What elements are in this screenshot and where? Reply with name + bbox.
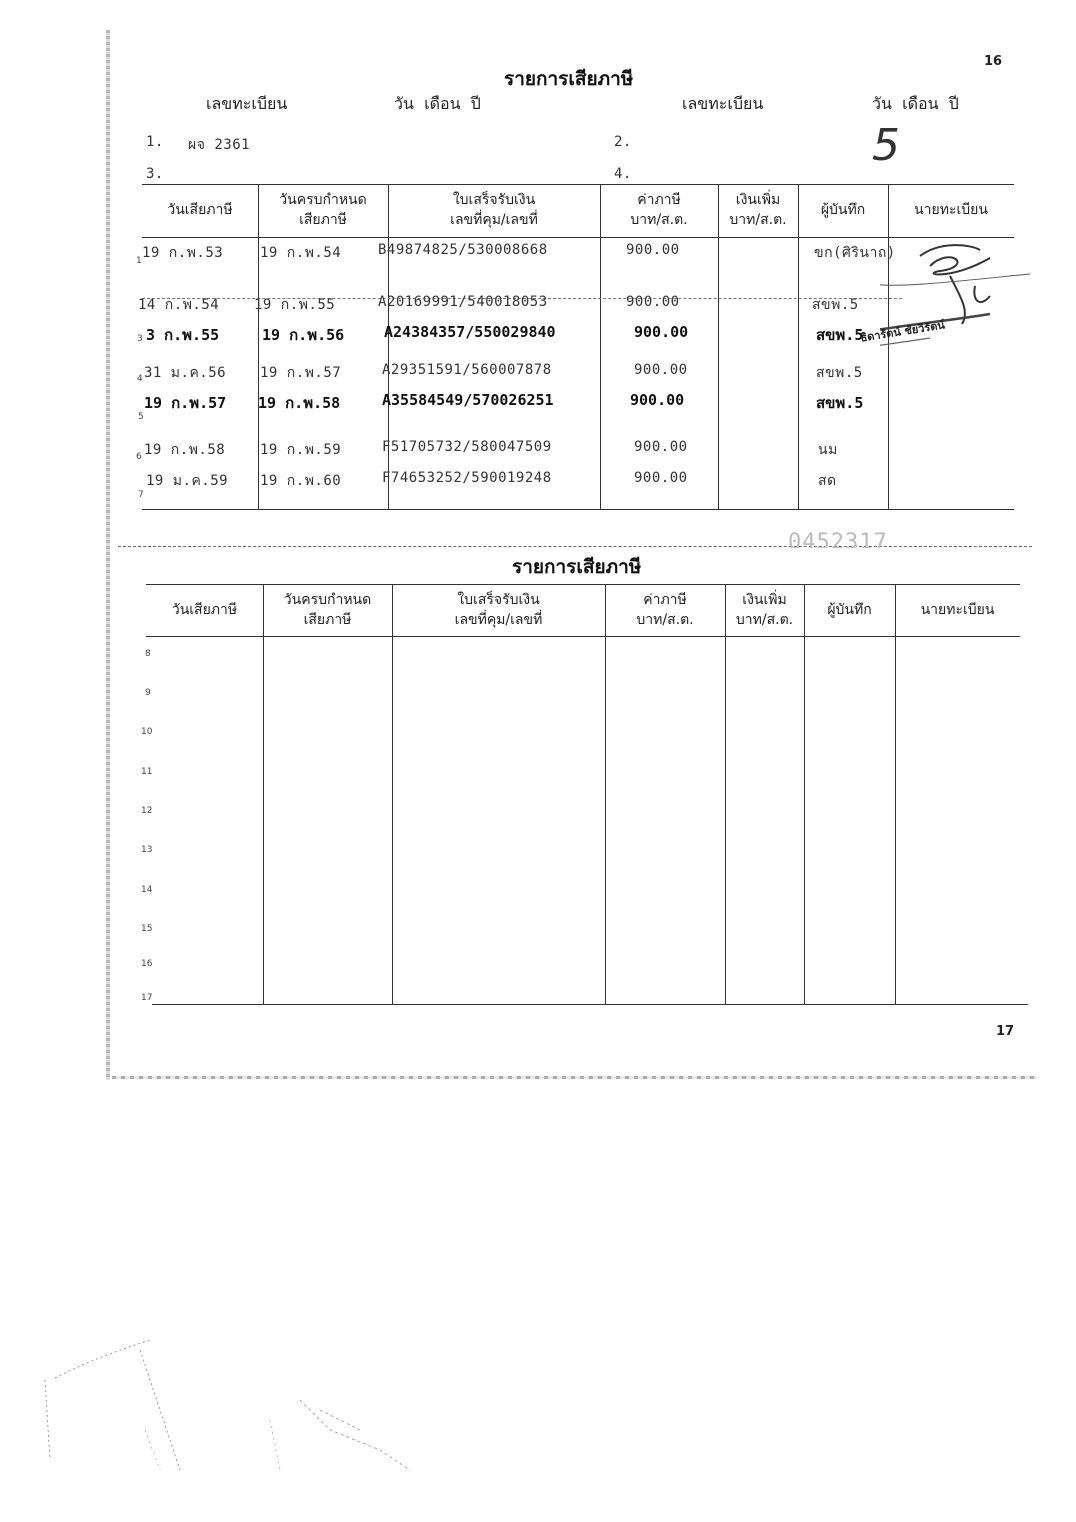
row-number: 9 xyxy=(145,688,151,698)
reg-num-1: 1. xyxy=(146,134,164,150)
row-receipt: A24384357/550029840 xyxy=(384,323,556,341)
row-index: 1 xyxy=(136,256,142,266)
bottom-section-title: รายการเสียภาษี xyxy=(512,556,642,578)
page-number-bottom: 17 xyxy=(996,1024,1015,1039)
top-col-header-paid xyxy=(142,200,258,220)
bottom-col-divider-2 xyxy=(392,584,393,1004)
registrar-stamp-text: ธิดารัตน์ ชัยวิรัตน์ xyxy=(859,318,946,345)
bottom-col-header-extra-line2: บาท/ส.ต. xyxy=(735,612,794,628)
scan-bottom-edge xyxy=(112,1076,1037,1079)
row-tax: 900.00 xyxy=(634,439,688,455)
row-index: 3 xyxy=(137,334,143,344)
row-due-date: 19 ก.พ.54 xyxy=(260,245,342,261)
row-number: 12 xyxy=(141,806,153,816)
row-paid-date: 31 ม.ค.56 xyxy=(144,365,227,381)
bottom-col-divider-6 xyxy=(895,584,896,1004)
top-col-header-registrar xyxy=(888,200,1014,220)
bottom-col-header-receipt-line1: ใบเสร็จรับเงิน xyxy=(457,592,540,608)
row-paid-date: 19 ก.พ.53 xyxy=(142,245,224,261)
row-index: 5 xyxy=(138,412,144,422)
row-index: 7 xyxy=(138,490,144,500)
row-paid-date: 19 ก.พ.57 xyxy=(144,394,227,412)
row-tax: 900.00 xyxy=(634,323,689,341)
top-col-header-paid-label: วันเสียภาษี xyxy=(167,202,233,218)
bottom-col-header-recorder-label: ผู้บันทึก xyxy=(827,602,872,618)
top-table-top-border xyxy=(142,184,1014,185)
row-number: 14 xyxy=(141,885,153,895)
scan-artifact-marks xyxy=(30,1320,430,1490)
top-col-divider-3 xyxy=(600,184,601,510)
bottom-col-header-due-line2: เสียภาษี xyxy=(303,612,352,628)
row-number: 16 xyxy=(141,959,153,969)
top-col-header-tax xyxy=(600,190,718,230)
row-due-date: 19 ก.พ.58 xyxy=(258,394,341,412)
bottom-col-divider-4 xyxy=(725,584,726,1004)
bottom-col-header-registrar xyxy=(895,600,1020,620)
top-col-header-receipt xyxy=(388,190,600,230)
row-tax: 900.00 xyxy=(626,242,680,258)
registrar-signature xyxy=(880,236,1030,366)
top-section-title: รายการเสียภาษี xyxy=(504,68,634,90)
row-tax: 900.00 xyxy=(634,362,688,378)
row-number: 13 xyxy=(141,845,153,855)
row-number: 15 xyxy=(141,924,153,934)
row-index: 6 xyxy=(136,452,142,462)
row-index: 4 xyxy=(137,374,143,384)
row-recorder: นม xyxy=(818,442,838,458)
bottom-col-divider-5 xyxy=(804,584,805,1004)
bottom-col-header-registrar-label: นายทะเบียน xyxy=(920,602,995,618)
bottom-col-header-paid-label: วันเสียภาษี xyxy=(171,602,238,618)
row-recorder: สขพ.5 xyxy=(816,394,864,412)
bottom-col-header-extra xyxy=(725,590,804,630)
bottom-col-header-due xyxy=(263,590,392,630)
top-col-header-recorder xyxy=(798,200,888,220)
row-due-date: 19 ก.พ.57 xyxy=(260,365,342,381)
top-col-header-extra xyxy=(718,190,798,230)
row-receipt: A29351591/560007878 xyxy=(382,362,552,378)
header-date-right: วัน เดือน ปี xyxy=(872,94,959,113)
bottom-col-divider-3 xyxy=(605,584,606,1004)
top-col-header-recorder-label: ผู้บันทึก xyxy=(820,202,866,218)
header-reg-right: เลขทะเบียน xyxy=(682,94,764,113)
row-receipt: B49874825/530008668 xyxy=(378,242,548,258)
row-recorder: สขพ.5 xyxy=(816,365,863,381)
row-recorder: สขพ.5 xyxy=(812,297,859,313)
section-separator xyxy=(118,546,1032,547)
row-number: 8 xyxy=(145,649,151,659)
row-paid-date: 19 ม.ค.59 xyxy=(146,473,229,489)
top-col-header-due-line1: วันครบกำหนด xyxy=(279,192,367,208)
top-col-header-due-line2: เสียภาษี xyxy=(299,212,347,228)
row-receipt: A20169991/540018053 xyxy=(378,294,548,310)
top-col-header-receipt-line2: เลขที่คุม/เลขที่ xyxy=(450,212,538,228)
handwritten-mark: 5 xyxy=(872,120,900,171)
bottom-col-header-receipt xyxy=(392,590,605,630)
row-receipt: A35584549/570026251 xyxy=(382,391,554,409)
top-col-header-registrar-label: นายทะเบียน xyxy=(914,202,988,218)
row-tax: 900.00 xyxy=(626,294,680,310)
row-number: 17 xyxy=(141,993,153,1003)
row-recorder: สขพ.5 xyxy=(816,326,864,344)
overprint-number: 0452317 xyxy=(788,530,888,548)
bottom-col-header-extra-line1: เงินเพิ่ม xyxy=(742,592,787,608)
row-paid-date: 3 ก.พ.55 xyxy=(146,326,220,344)
bottom-col-header-tax xyxy=(605,590,725,630)
reg-num-2: 2. xyxy=(614,134,632,150)
bottom-col-divider-1 xyxy=(263,584,264,1004)
bottom-table-bottom-border xyxy=(152,1004,1028,1005)
page-number-top: 16 xyxy=(984,54,1003,69)
row-due-date: 19 ก.พ.55 xyxy=(254,297,336,313)
row-tax: 900.00 xyxy=(634,470,688,486)
scan-left-edge xyxy=(106,30,110,1080)
top-col-divider-2 xyxy=(388,184,389,510)
row-receipt: F74653252/590019248 xyxy=(382,470,552,486)
top-col-header-extra-line2: บาท/ส.ต. xyxy=(729,212,787,228)
top-table-bottom-border xyxy=(142,509,1014,510)
bottom-table-top-border xyxy=(146,584,1020,585)
bottom-col-header-tax-line1: ค่าภาษี xyxy=(643,592,687,608)
top-col-header-due xyxy=(258,190,388,230)
row-paid-date: 19 ก.พ.58 xyxy=(144,442,226,458)
row-number: 11 xyxy=(141,767,153,777)
bottom-col-header-recorder xyxy=(804,600,895,620)
row-recorder: สด xyxy=(818,473,837,489)
header-reg-left: เลขทะเบียน xyxy=(206,94,288,113)
row-due-date: 19 ก.พ.59 xyxy=(260,442,342,458)
row-due-date: 19 ก.พ.60 xyxy=(260,473,342,489)
reg-num-3: 3. xyxy=(146,166,164,182)
bottom-table-header-border xyxy=(146,636,1020,637)
top-col-header-tax-line1: ค่าภาษี xyxy=(637,192,681,208)
top-col-header-extra-line1: เงินเพิ่ม xyxy=(735,192,781,208)
row-recorder: ขก(ศิรินาถ) xyxy=(814,245,896,261)
header-date-left: วัน เดือน ปี xyxy=(394,94,481,113)
top-col-divider-1 xyxy=(258,184,259,510)
row-paid-date: 14 ก.พ.54 xyxy=(138,297,220,313)
top-col-divider-5 xyxy=(798,184,799,510)
row-due-date: 19 ก.พ.56 xyxy=(262,326,345,344)
top-col-header-tax-line2: บาท/ส.ต. xyxy=(630,212,688,228)
reg-value-1: ผจ 2361 xyxy=(188,137,251,153)
top-col-divider-4 xyxy=(718,184,719,510)
row-receipt: F51705732/580047509 xyxy=(382,439,552,455)
bottom-col-header-receipt-line2: เลขที่คุม/เลขที่ xyxy=(454,612,543,628)
reg-num-4: 4. xyxy=(614,166,632,182)
top-col-header-receipt-line1: ใบเสร็จรับเงิน xyxy=(452,192,536,208)
bottom-col-header-due-line1: วันครบกำหนด xyxy=(283,592,372,608)
row-tax: 900.00 xyxy=(630,391,685,409)
bottom-col-header-paid xyxy=(146,600,263,620)
row-number: 10 xyxy=(141,727,153,737)
bottom-col-header-tax-line2: บาท/ส.ต. xyxy=(636,612,694,628)
